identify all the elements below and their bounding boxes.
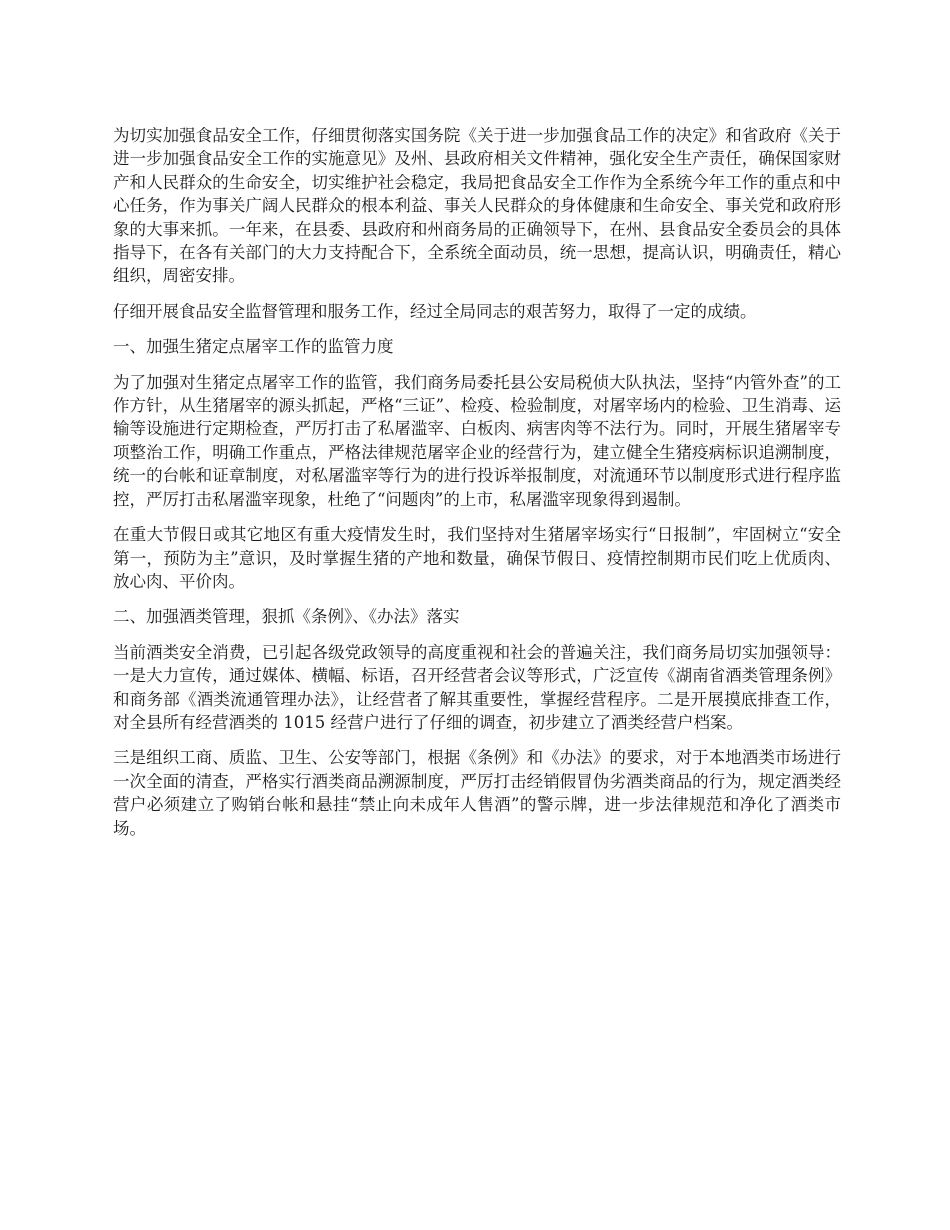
paragraph-liquor-publicity: 当前酒类安全消费，已引起各级党政领导的高度重视和社会的普遍关注，我们商务局切实加强领导：一是大力宣传，通过媒体、横幅、标语，召开经营者会议等形式，广泛宣传《湖南省酒类管理条例》和商务部《酒类流通管理办法》，让经营者了解其重要性，掌握经营程序。二是开展摸底排查工作，对全县所有经营酒类的 1015 经营户进行了仔细的调查，初步建立了酒类经营户档案。 <box>113 642 841 732</box>
paragraph-intro: 为切实加强食品安全工作，仔细贯彻落实国务院《关于进一步加强食品工作的决定》和省政府《关于进一步加强食品安全工作的实施意见》及州、县政府相关文件精神，强化安全生产责任，确保国家财产和人民群众的生命安全，切实维护社会稳定，我局把食品安全工作作为全系统今年工作的重点和中心任务，作为事关广阔人民群众的根本利益、事关人民群众的身体健康和生命安全、事关党和政府形象的大事来抓。一年来，在县委、县政府和州商务局的正确领导下，在州、县食品安全委员会的具体指导下，在各有关部门的大力支持配合下，全系统全面动员，统一思想，提高认识，明确责任，精心组织，周密安排。 <box>113 126 841 286</box>
paragraph-holiday-reporting: 在重大节假日或其它地区有重大疫情发生时，我们坚持对生猪屠宰场实行“日报制”，牢固树立“安全第一，预防为主”意识，及时掌握生猪的产地和数量，确保节假日、疫情控制期市民们吃上优质肉、放心肉、平价肉。 <box>113 525 841 591</box>
paragraph-liquor-inspection: 三是组织工商、质监、卫生、公安等部门，根据《条例》和《办法》的要求，对于本地酒类市场进行一次全面的清查，严格实行酒类商品溯源制度，严厉打击经销假冒伪劣酒类商品的行为，规定酒类经营户必须建立了购销台帐和悬挂“禁止向未成年人售酒”的警示牌，进一步法律规范和净化了酒类市场。 <box>113 748 841 838</box>
section-heading-2: 二、加强酒类管理，狠抓《条例》、《办法》落实 <box>113 607 460 627</box>
document-body <box>113 124 841 852</box>
paragraph-slaughter-supervision: 为了加强对生猪定点屠宰工作的监管，我们商务局委托县公安局税侦大队执法，坚持“内管外查”的工作方针，从生猪屠宰的源头抓起，严格“三证”、检疫、检验制度，对屠宰场内的检验、卫生消毒、运输等设施进行定期检查，严厉打击了私屠滥宰、白板肉、病害肉等不法行为。同时，开展生猪屠宰专项整治工作，明确工作重点，严格法律规范屠宰企业的经营行为，建立健全生猪疫病标识追溯制度，统一的台帐和证章制度，对私屠滥宰等行为的进行投诉举报制度，对流通环节以制度形式进行程序监控，严厉打击私屠滥宰现象，杜绝了“问题肉”的上市，私屠滥宰现象得到遏制。 <box>113 372 841 509</box>
paragraph-summary: 仔细开展食品安全监督管理和服务工作，经过全局同志的艰苦努力，取得了一定的成绩。 <box>113 301 757 321</box>
section-heading-1: 一、加强生猪定点屠宰工作的监管力度 <box>113 337 394 357</box>
